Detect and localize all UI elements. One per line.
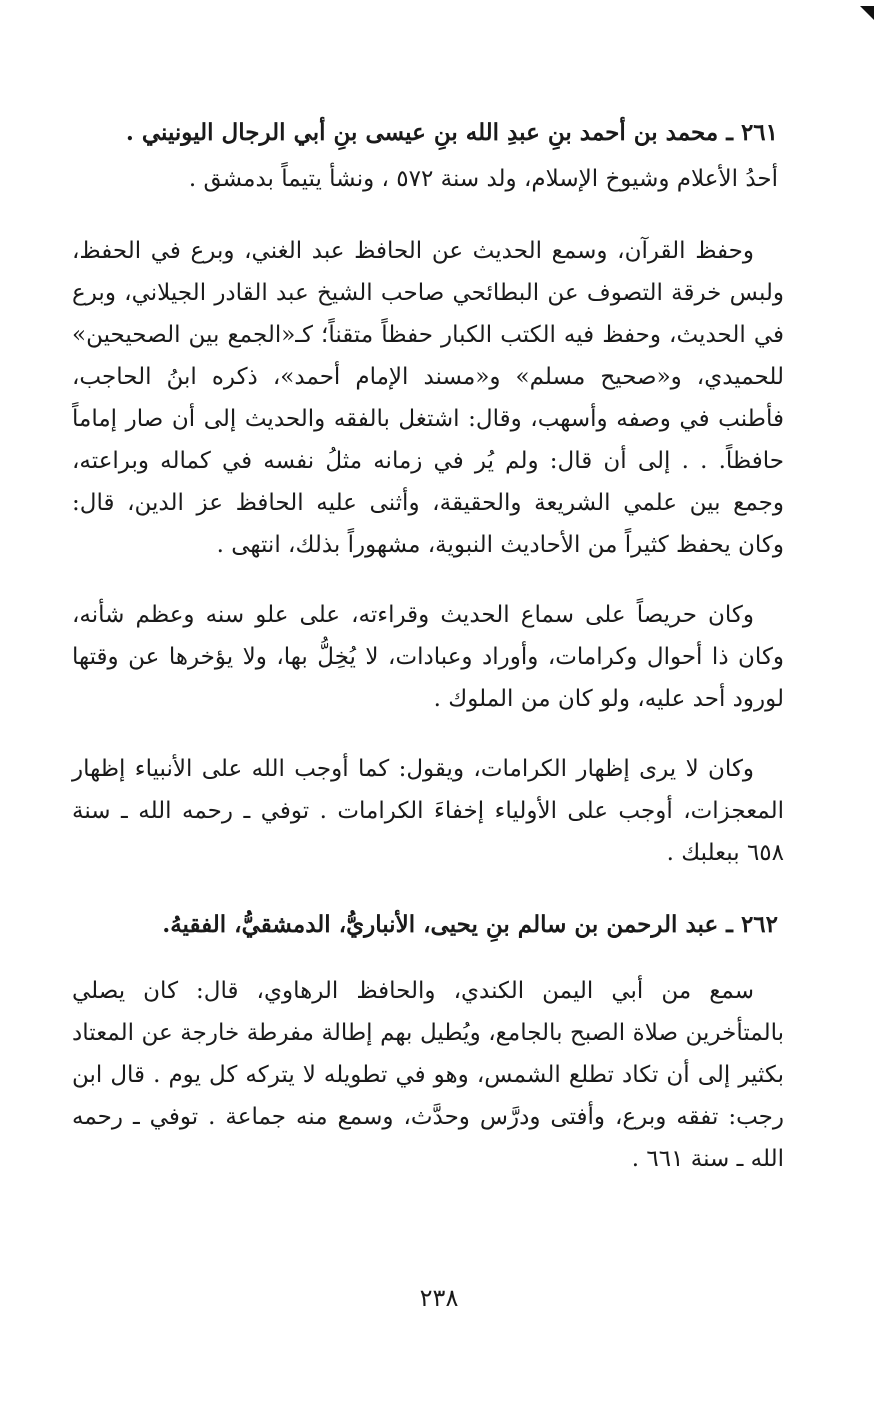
corner-mark bbox=[860, 6, 874, 20]
entry-title-261: ٢٦١ ـ محمد بن أحمد بنِ عبدِ الله بنِ عيسى بنِ أبي الرجال اليونيني . bbox=[125, 119, 778, 146]
entry-paragraph: وكان لا يرى إظهار الكرامات، ويقول: كما أوجب الله على الأنبياء إظهار المعجزات، أوجب على الأولياء إخفاءَ الكرامات . توفي ـ رحمه الله ـ سنة ٦٥٨ ببعلبك . bbox=[72, 756, 784, 866]
entry-paragraph: وحفظ القرآن، وسمع الحديث عن الحافظ عبد الغني، وبرع في الحفظ، ولبس خرقة التصوف عن البطائحي صاحب الشيخ عبد القادر الجيلاني، وبرع في الحديث، وحفظ فيه الكتب الكبار حفظاً متقناً؛ كـ«الجمع بين الصحيحين» للحميدي، و«صحيح مسلم» و«مسند الإمام أحمد»، ذكره ابنُ الحاجب، فأطنب في وصفه وأسهب، وقال: اشتغل بالفقه والحديث إلى أن صار إماماً حافظاً. . . إلى أن قال: ولم يُر في زمانه مثلُ نفسه في كماله وبراعته، وجمع بين علمي الشريعة والحقيقة، وأثنى عليه الحافظ عز الدين، قال: وكان يحفظ كثيراً من الأحاديث النبوية، مشهوراً بذلك، انتهى . bbox=[72, 238, 784, 558]
entry-intro-261: أحدُ الأعلام وشيوخ الإسلام، ولد سنة ٥٧٢ ، ونشأ يتيماً بدمشق . bbox=[188, 166, 778, 192]
page-number: ٢٣٨ bbox=[419, 1284, 459, 1312]
entry-title-262: ٢٦٢ ـ عبد الرحمن بن سالم بنِ يحيى، الأنباريُّ، الدمشقيُّ، الفقيهُ. bbox=[162, 911, 778, 938]
entry-paragraph: سمع من أبي اليمن الكندي، والحافظ الرهاوي، قال: كان يصلي بالمتأخرين صلاة الصبح بالجامع، ويُطيل بهم إطالة مفرطة خارجة عن المعتاد بكثير إلى أن تكاد تطلع الشمس، وهو في تطويله لا يتركه كل يوم . قال ابن رجب: تفقه وبرع، وأفتى ودرَّس وحدَّث، وسمع منه جماعة . توفي ـ رحمه الله ـ سنة ٦٦١ . bbox=[72, 978, 784, 1172]
page-body bbox=[72, 112, 784, 1208]
entry-paragraph: وكان حريصاً على سماع الحديث وقراءته، على علو سنه وعظم شأنه، وكان ذا أحوال وكرامات، وأوراد وعبادات، لا يُخِلُّ بها، ولا يؤخرها عن وقتها لورود أحد عليه، ولو كان من الملوك . bbox=[72, 602, 784, 712]
